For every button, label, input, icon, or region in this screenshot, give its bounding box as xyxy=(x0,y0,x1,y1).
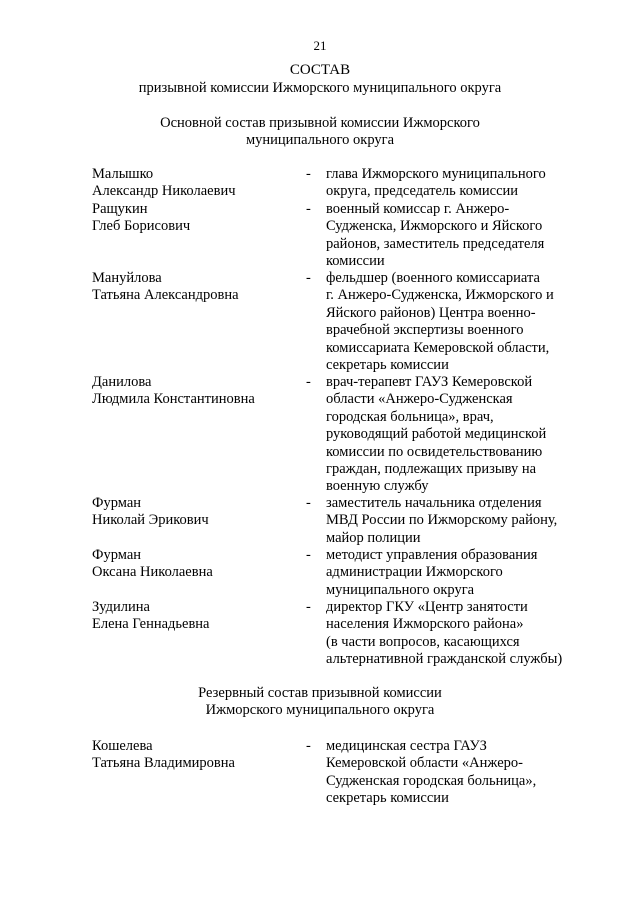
role-line: муниципального округа xyxy=(326,581,475,598)
role-line: комиссии по освидетельствованию xyxy=(326,443,543,460)
member-surname: Малышко xyxy=(92,166,154,182)
member-given-name: Елена Геннадьевна xyxy=(92,616,210,633)
role-line: альтернативной гражданской службы) xyxy=(326,651,563,668)
member-dash: - xyxy=(306,270,311,286)
member-surname: Ращукин xyxy=(92,201,148,217)
role-line: г. Анжеро-Судженска, Ижморского и xyxy=(326,287,554,304)
role-line: Кемеровской области «Анжеро- xyxy=(326,755,523,772)
member-dash: - xyxy=(306,201,311,217)
member-role xyxy=(326,547,576,599)
member-name xyxy=(92,738,292,773)
member-role xyxy=(326,495,576,547)
role-line: директор ГКУ «Центр занятости xyxy=(326,599,528,615)
role-line: методист управления образования xyxy=(326,547,538,563)
document-title: СОСТАВ xyxy=(289,62,351,78)
member-given-name: Людмила Константиновна xyxy=(92,391,255,408)
role-line: населения Ижморского района» xyxy=(326,616,524,633)
member-role xyxy=(326,201,576,271)
member-name xyxy=(92,166,292,201)
role-line: (в части вопросов, касающихся xyxy=(326,633,520,650)
role-line: Судженская городская больница», xyxy=(326,772,537,789)
member-role xyxy=(326,738,576,808)
role-line: медицинская сестра ГАУЗ xyxy=(326,738,487,754)
member-given-name: Татьяна Владимировна xyxy=(92,755,235,772)
role-line: районов, заместитель председателя xyxy=(326,235,545,252)
role-line: фельдшер (военного комиссариата xyxy=(326,270,540,286)
role-line: врач-терапевт ГАУЗ Кемеровской xyxy=(326,374,533,390)
member-surname: Фурман xyxy=(92,495,142,511)
role-line: городская больница», врач, xyxy=(326,408,494,425)
member-dash: - xyxy=(306,374,311,390)
member-role xyxy=(326,374,576,496)
role-line: секретарь комиссии xyxy=(326,357,449,374)
role-line: граждан, подлежащих призыву на xyxy=(326,461,537,478)
member-surname: Зудилина xyxy=(92,599,150,615)
member-given-name: Оксана Николаевна xyxy=(92,564,213,581)
role-line: комиссариата Кемеровской области, xyxy=(326,339,550,356)
member-name xyxy=(92,495,292,530)
member-given-name: Глеб Борисович xyxy=(92,218,191,235)
role-line: МВД России по Ижморскому району, xyxy=(326,512,558,529)
member-dash: - xyxy=(306,599,311,615)
role-line: военную службу xyxy=(326,478,429,495)
member-surname: Кошелева xyxy=(92,738,153,754)
role-line: области «Анжеро-Судженская xyxy=(326,391,513,408)
role-line: военный комиссар г. Анжеро- xyxy=(326,201,510,217)
role-line: врачебной экспертизы военного xyxy=(326,322,524,339)
member-given-name: Татьяна Александровна xyxy=(92,287,239,304)
reserve-section-title-line: Резервный состав призывной комиссии xyxy=(198,685,442,701)
member-name xyxy=(92,374,292,409)
member-given-name: Николай Эрикович xyxy=(92,512,209,529)
role-line: руководящий работой медицинской xyxy=(326,426,547,443)
member-name xyxy=(92,547,292,582)
member-name xyxy=(92,599,292,634)
role-line: заместитель начальника отделения xyxy=(326,495,542,511)
member-dash: - xyxy=(306,738,311,754)
main-section-title xyxy=(0,115,640,150)
main-section-title-line: Основной состав призывной комиссии Ижморского xyxy=(160,115,480,131)
role-line: комиссии xyxy=(326,253,385,270)
role-line: администрации Ижморского xyxy=(326,564,503,581)
role-line: глава Ижморского муниципального xyxy=(326,166,546,182)
member-role xyxy=(326,166,576,201)
member-given-name: Александр Николаевич xyxy=(92,183,236,200)
member-surname: Мануйлова xyxy=(92,270,162,286)
member-surname: Фурман xyxy=(92,547,142,563)
role-line: секретарь комиссии xyxy=(326,790,449,807)
member-role xyxy=(326,270,576,374)
reserve-section-title xyxy=(0,685,640,720)
reserve-section-title-line: Ижморского муниципального округа xyxy=(205,702,435,719)
role-line: майор полиции xyxy=(326,529,421,546)
member-name xyxy=(92,270,292,305)
main-section-title-line: муниципального округа xyxy=(245,132,395,149)
role-line: округа, председатель комиссии xyxy=(326,183,519,200)
member-name xyxy=(92,201,292,236)
member-dash: - xyxy=(306,166,311,182)
member-dash: - xyxy=(306,547,311,563)
role-line: Судженска, Ижморского и Яйского xyxy=(326,218,543,235)
document-subtitle: призывной комиссии Ижморского муниципального округа xyxy=(138,80,502,96)
role-line: Яйского районов) Центра военно- xyxy=(326,304,536,321)
member-surname: Данилова xyxy=(92,374,152,390)
page-number: 21 xyxy=(313,38,327,53)
member-role xyxy=(326,599,576,669)
member-dash: - xyxy=(306,495,311,511)
